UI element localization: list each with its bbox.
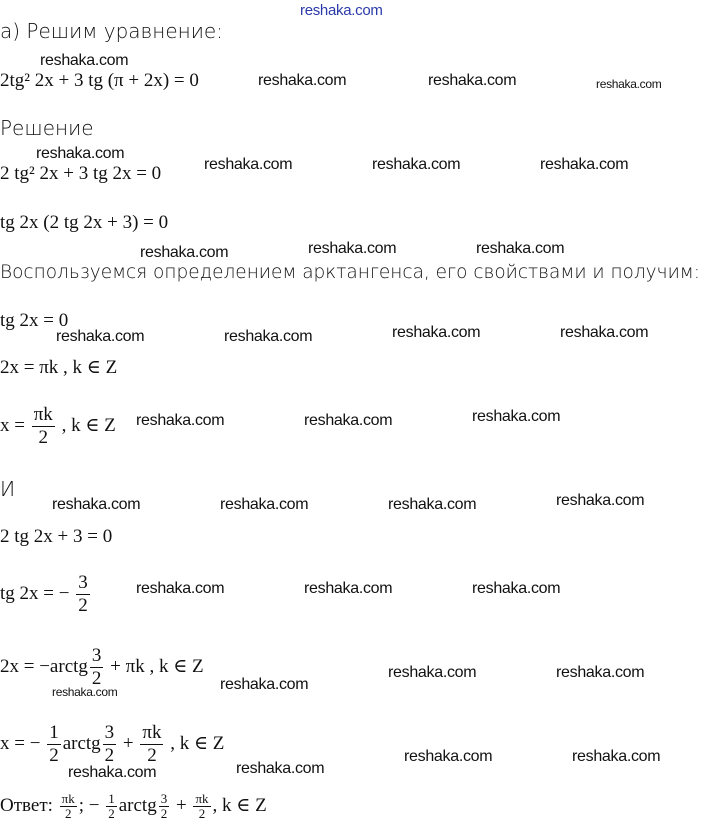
watermark: reshaka.com — [236, 760, 325, 777]
equation-4: tg 2x = 0 — [0, 310, 69, 331]
equation-2: 2 tg² 2x + 3 tg 2x = 0 — [0, 163, 162, 184]
fraction — [140, 722, 163, 767]
eq-part: + — [171, 794, 192, 816]
watermark: reshaka.com — [204, 156, 293, 173]
eq-part: 2x = −arctg — [0, 655, 88, 677]
denominator: 2 — [104, 745, 115, 766]
denominator: 2 — [108, 806, 115, 821]
answer-label: Ответ: — [0, 794, 58, 816]
eq-part: + πk , k ∈ Z — [105, 655, 204, 677]
watermark: reshaka.com — [140, 244, 229, 261]
denominator: 2 — [78, 595, 88, 616]
eq-part: + — [118, 732, 139, 754]
numerator: 1 — [108, 791, 115, 806]
watermark: reshaka.com — [220, 496, 309, 513]
numerator: 3 — [78, 572, 88, 593]
watermark: reshaka.com — [372, 156, 461, 173]
watermark: reshaka.com — [476, 240, 565, 257]
watermark: reshaka.com — [258, 72, 347, 89]
watermark: reshaka.com — [596, 77, 662, 91]
watermark: reshaka.com — [556, 492, 645, 509]
watermark: reshaka.com — [56, 328, 145, 345]
eq-part: , k ∈ Z — [212, 794, 267, 816]
solution-label: Решение — [0, 116, 94, 140]
eq-part: arctg — [62, 732, 101, 754]
equation-3: tg 2x (2 tg 2x + 3) = 0 — [0, 212, 169, 233]
denominator: 2 — [91, 668, 102, 689]
answer — [0, 792, 267, 821]
fraction — [103, 722, 117, 767]
eq-part: tg 2x = − — [0, 582, 75, 604]
watermark: reshaka.com — [388, 496, 477, 513]
eq-part: , k ∈ Z — [165, 732, 225, 754]
and-label: И — [0, 477, 16, 501]
explanation: Воспользуемся определением арктангенса, его свойствами и получим: — [0, 262, 700, 283]
equation-10 — [0, 722, 224, 767]
denominator: 2 — [49, 745, 59, 766]
numerator: πk — [142, 722, 162, 743]
watermark: reshaka.com — [136, 412, 225, 429]
equation-1: 2tg² 2x + 3 tg (π + 2x) = 0 — [0, 70, 199, 91]
fraction — [60, 792, 77, 821]
watermark: reshaka.com — [472, 580, 561, 597]
fraction — [90, 645, 104, 690]
watermark: reshaka.com — [428, 72, 517, 89]
denominator: 2 — [64, 806, 72, 821]
numerator: πk — [195, 791, 209, 806]
equation-6 — [0, 404, 116, 449]
watermark: reshaka.com — [560, 324, 649, 341]
denominator: 2 — [160, 806, 168, 821]
eq-part: ; − — [78, 794, 105, 816]
watermark: reshaka.com — [308, 240, 397, 257]
watermark: reshaka.com — [556, 664, 645, 681]
fraction — [193, 792, 210, 821]
watermark: reshaka.com — [304, 412, 393, 429]
watermark: reshaka.com — [300, 2, 383, 19]
watermark: reshaka.com — [52, 496, 141, 513]
watermark: reshaka.com — [540, 156, 629, 173]
numerator: 3 — [91, 645, 102, 666]
numerator: 3 — [104, 722, 115, 743]
fraction — [106, 792, 117, 821]
fraction — [159, 792, 170, 821]
denominator: 2 — [147, 745, 157, 766]
equation-5: 2x = πk , k ∈ Z — [0, 357, 118, 378]
watermark: reshaka.com — [404, 748, 493, 765]
denominator: 2 — [198, 806, 206, 821]
eq-part: x = — [0, 414, 30, 436]
denominator: 2 — [38, 427, 49, 448]
fraction — [47, 722, 61, 767]
heading: а) Решим уравнение: — [0, 19, 223, 43]
eq-part: arctg — [118, 794, 157, 816]
watermark: reshaka.com — [136, 580, 225, 597]
watermark: reshaka.com — [40, 52, 129, 69]
numerator: 1 — [49, 722, 59, 743]
eq-part: , k ∈ Z — [56, 414, 116, 436]
eq-part: x = − — [0, 732, 46, 754]
watermark: reshaka.com — [304, 580, 393, 597]
watermark: reshaka.com — [220, 676, 309, 693]
equation-9 — [0, 645, 204, 690]
watermark: reshaka.com — [572, 748, 661, 765]
watermark: reshaka.com — [472, 408, 561, 425]
watermark: reshaka.com — [52, 685, 118, 699]
watermark: reshaka.com — [388, 664, 477, 681]
watermark: reshaka.com — [68, 764, 157, 781]
numerator: 3 — [160, 791, 168, 806]
numerator: πk — [33, 404, 53, 425]
watermark: reshaka.com — [392, 324, 481, 341]
equation-7: 2 tg 2x + 3 = 0 — [0, 526, 113, 547]
equation-8 — [0, 572, 92, 617]
watermark: reshaka.com — [224, 328, 313, 345]
fraction — [32, 404, 55, 449]
numerator: πk — [61, 791, 75, 806]
fraction — [76, 572, 90, 617]
watermark: reshaka.com — [36, 145, 125, 162]
